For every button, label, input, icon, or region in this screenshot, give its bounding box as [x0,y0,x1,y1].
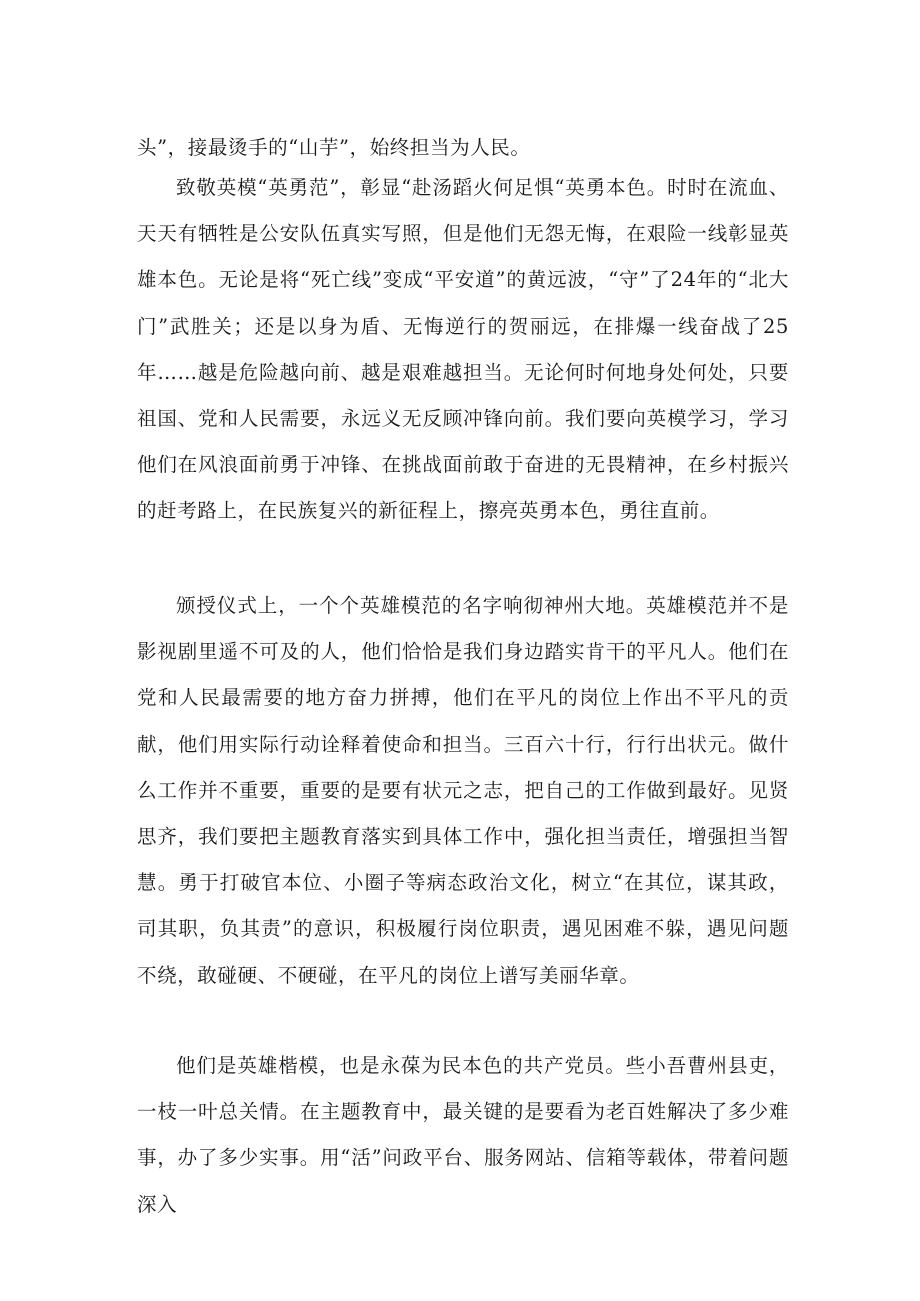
paragraph-heroic-model: 致敬英模“英勇范”，彰显“赴汤蹈火何足惧“英勇本色。时时在流血、天天有牺牲是公安队伍真实写照，但是他们无怨无悔，在艰险一线彰显英雄本色。无论是将“死亡线”变成“平安道”的黄远波，“守”了24年的“北大门”武胜关；还是以身为盾、无悔逆行的贺丽远，在排爆一线奋战了25年……越是危险越向前、越是艰难越担当。无论何时何地身处何处，只要祖国、党和人民需要，永远义无反顾冲锋向前。我们要向英模学习，学习他们在风浪面前勇于冲锋、在挑战面前敢于奋进的无畏精神，在乡村振兴的赶考路上，在民族复兴的新征程上，擦亮英勇本色，勇往直前。 [137,176,789,523]
paragraph-continuation: 头”，接最烫手的“山芋”，始终担当为人民。 [137,136,531,159]
paragraph-party-members: 他们是英雄楷模，也是永葆为民本色的共产党员。些小吾曹州县吏，一枝一叶总关情。在主题教育中，最关键的是要看为老百姓解决了多少难事，办了多少实事。用“活”问政平台、服务网站、信箱等载体，带着问题深入 [137,1054,789,1216]
paragraph-award-ceremony: 颁授仪式上，一个个英雄模范的名字响彻神州大地。英雄模范并不是影视剧里遥不可及的人，他们恰恰是我们身边踏实肯干的平凡人。他们在党和人民最需要的地方奋力拼搏，他们在平凡的岗位上作出不平凡的贡献，他们用实际行动诠释着使命和担当。三百六十行，行行出状元。做什么工作并不重要，重要的是要有状元之志，把自己的工作做到最好。见贤思齐，我们要把主题教育落实到具体工作中，强化担当责任，增强担当智慧。勇于打破官本位、小圈子等病态政治文化，树立“在其位，谋其政，司其职，负其责”的意识，积极履行岗位职责，遇见困难不躲，遇见问题不绕，敢碰硬、不硬碰，在平凡的岗位上谱写美丽华章。 [137,594,789,987]
